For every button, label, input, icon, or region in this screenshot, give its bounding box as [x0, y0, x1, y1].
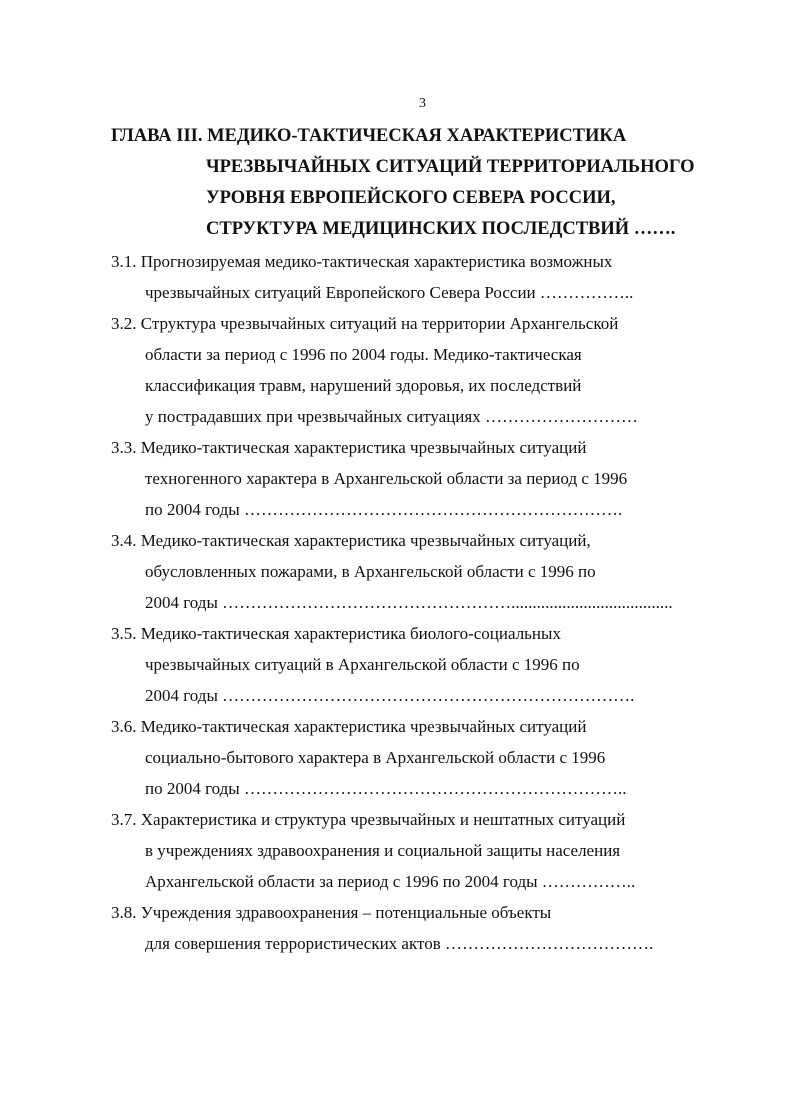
toc-line: классификация травм, нарушений здоровья, их последствий — [145, 376, 582, 395]
toc-entry-3-6 — [111, 711, 677, 804]
toc-line: 3.5. Медико-тактическая характеристика биолого-социальных — [111, 624, 561, 643]
toc-line: 3.8. Учреждения здравоохранения – потенциальные объекты — [111, 903, 552, 922]
table-of-contents — [111, 246, 677, 959]
toc-line: Архангельской области за период с 1996 по 2004 годы …………….. — [145, 872, 636, 891]
toc-line: по 2004 годы ………………………………………………………….. — [145, 779, 627, 798]
chapter-heading-line: ЧРЕЗВЫЧАЙНЫХ СИТУАЦИЙ ТЕРРИТОРИАЛЬНОГО — [206, 157, 695, 177]
toc-line: по 2004 годы …………………………………………………………. — [145, 500, 623, 519]
toc-entry-3-4 — [111, 525, 677, 618]
toc-line: 3.2. Структура чрезвычайных ситуаций на территории Архангельской — [111, 314, 619, 333]
toc-line: социально-бытового характера в Архангельской области с 1996 — [145, 748, 606, 767]
toc-line: чрезвычайных ситуаций Европейского Севера России …………….. — [145, 283, 634, 302]
chapter-heading-line: ГЛАВА III. МЕДИКО-ТАКТИЧЕСКАЯ ХАРАКТЕРИСТИКА — [111, 126, 627, 146]
toc-line: у пострадавших при чрезвычайных ситуациях ……………………… — [145, 407, 638, 426]
toc-line: 3.4. Медико-тактическая характеристика чрезвычайных ситуаций, — [111, 531, 591, 550]
toc-line: 2004 годы ……………………………………………...................................... — [145, 593, 673, 612]
page-number: 3 — [419, 96, 426, 111]
toc-entry-3-5 — [111, 618, 677, 711]
toc-line: 2004 годы ………………………………………………………………. — [145, 686, 635, 705]
chapter-heading-line: УРОВНЯ ЕВРОПЕЙСКОГО СЕВЕРА РОССИИ, — [206, 188, 616, 208]
chapter-heading-line: СТРУКТУРА МЕДИЦИНСКИХ ПОСЛЕДСТВИЙ ……. — [206, 219, 676, 239]
toc-line: техногенного характера в Архангельской области за период с 1996 — [145, 469, 628, 488]
toc-line: 3.3. Медико-тактическая характеристика чрезвычайных ситуаций — [111, 438, 587, 457]
toc-entry-3-1 — [111, 246, 677, 308]
toc-entry-3-2 — [111, 308, 677, 432]
toc-entry-3-7 — [111, 804, 677, 897]
toc-line: чрезвычайных ситуаций в Архангельской области с 1996 по — [145, 655, 580, 674]
toc-line: 3.6. Медико-тактическая характеристика чрезвычайных ситуаций — [111, 717, 587, 736]
toc-line: 3.1. Прогнозируемая медико-тактическая характеристика возможных — [111, 252, 613, 271]
chapter-heading — [111, 121, 695, 245]
toc-entry-3-3 — [111, 432, 677, 525]
toc-line: 3.7. Характеристика и структура чрезвычайных и нештатных ситуаций — [111, 810, 626, 829]
toc-line: в учреждениях здравоохранения и социальной защиты населения — [145, 841, 621, 860]
toc-entry-3-8 — [111, 897, 677, 959]
toc-line: обусловленных пожарами, в Архангельской области с 1996 по — [145, 562, 596, 581]
toc-line: для совершения террористических актов ………………………………. — [145, 934, 654, 953]
toc-line: области за период с 1996 по 2004 годы. Медико-тактическая — [145, 345, 582, 364]
